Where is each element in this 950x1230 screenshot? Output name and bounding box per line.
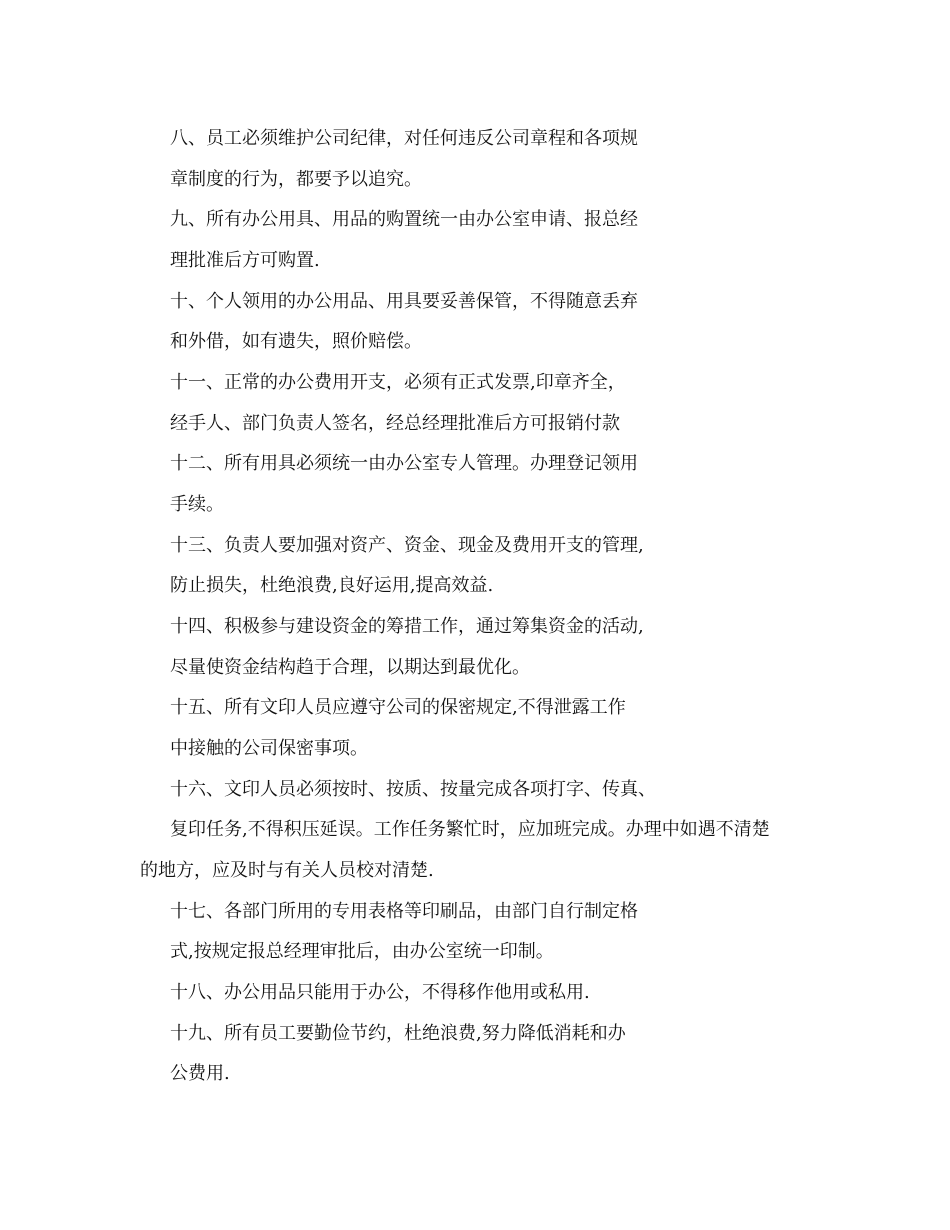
rule-16-line-1: 十六、文印人员必须按时、按质、按量完成各项打字、传真、 <box>170 779 656 800</box>
rule-11-line-2: 经手人、部门负责人签名，经总经理批准后方可报销付款 <box>170 413 620 434</box>
rule-12-line-1: 十二、所有用具必须统一由办公室专人管理。办理登记领用 <box>170 453 638 474</box>
rule-15-line-2: 中接触的公司保密事项。 <box>170 738 368 759</box>
rule-9-line-2: 理批准后方可购置. <box>170 250 320 271</box>
rule-13-line-1: 十三、负责人要加强对资产、资金、现金及费用开支的管理, <box>170 535 644 556</box>
rule-19-line-2: 公费用. <box>170 1063 230 1084</box>
rule-8-line-2: 章制度的行为，都要予以追究。 <box>170 169 422 190</box>
rule-13-line-2: 防止损失，杜绝浪费,良好运用,提高效益. <box>170 575 494 596</box>
rule-15-line-1: 十五、所有文印人员应遵守公司的保密规定,不得泄露工作 <box>170 697 626 718</box>
rule-14-line-2: 尽量使资金结构趋于合理，以期达到最优化。 <box>170 657 530 678</box>
rule-11-line-1: 十一、正常的办公费用开支，必须有正式发票,印章齐全， <box>170 372 626 393</box>
rule-12-line-2: 手续。 <box>170 494 224 515</box>
rule-19-line-1: 十九、所有员工要勤俭节约，杜绝浪费,努力降低消耗和办 <box>170 1023 626 1044</box>
rule-17-line-1: 十七、各部门所用的专用表格等印刷品，由部门自行制定格 <box>170 901 638 922</box>
rule-14-line-1: 十四、积极参与建设资金的筹措工作，通过筹集资金的活动, <box>170 616 644 637</box>
rule-10-line-2: 和外借，如有遗失，照价赔偿。 <box>170 331 422 352</box>
rule-9-line-1: 九、所有办公用具、用品的购置统一由办公室申请、报总经 <box>170 209 638 230</box>
rule-8-line-1: 八、员工必须维护公司纪律，对任何违反公司章程和各项规 <box>170 128 638 149</box>
rule-18-line-1: 十八、办公用品只能用于办公，不得移作他用或私用. <box>170 982 590 1003</box>
rule-17-line-2: 式,按规定报总经理审批后，由办公室统一印制。 <box>170 941 554 962</box>
rule-16-line-3: 的地方，应及时与有关人员校对清楚. <box>140 860 434 881</box>
rule-16-line-2: 复印任务,不得积压延误。工作任务繁忙时，应加班完成。办理中如遇不清楚 <box>170 819 770 840</box>
rule-10-line-1: 十、个人领用的办公用品、用具要妥善保管，不得随意丢弃 <box>170 291 638 312</box>
